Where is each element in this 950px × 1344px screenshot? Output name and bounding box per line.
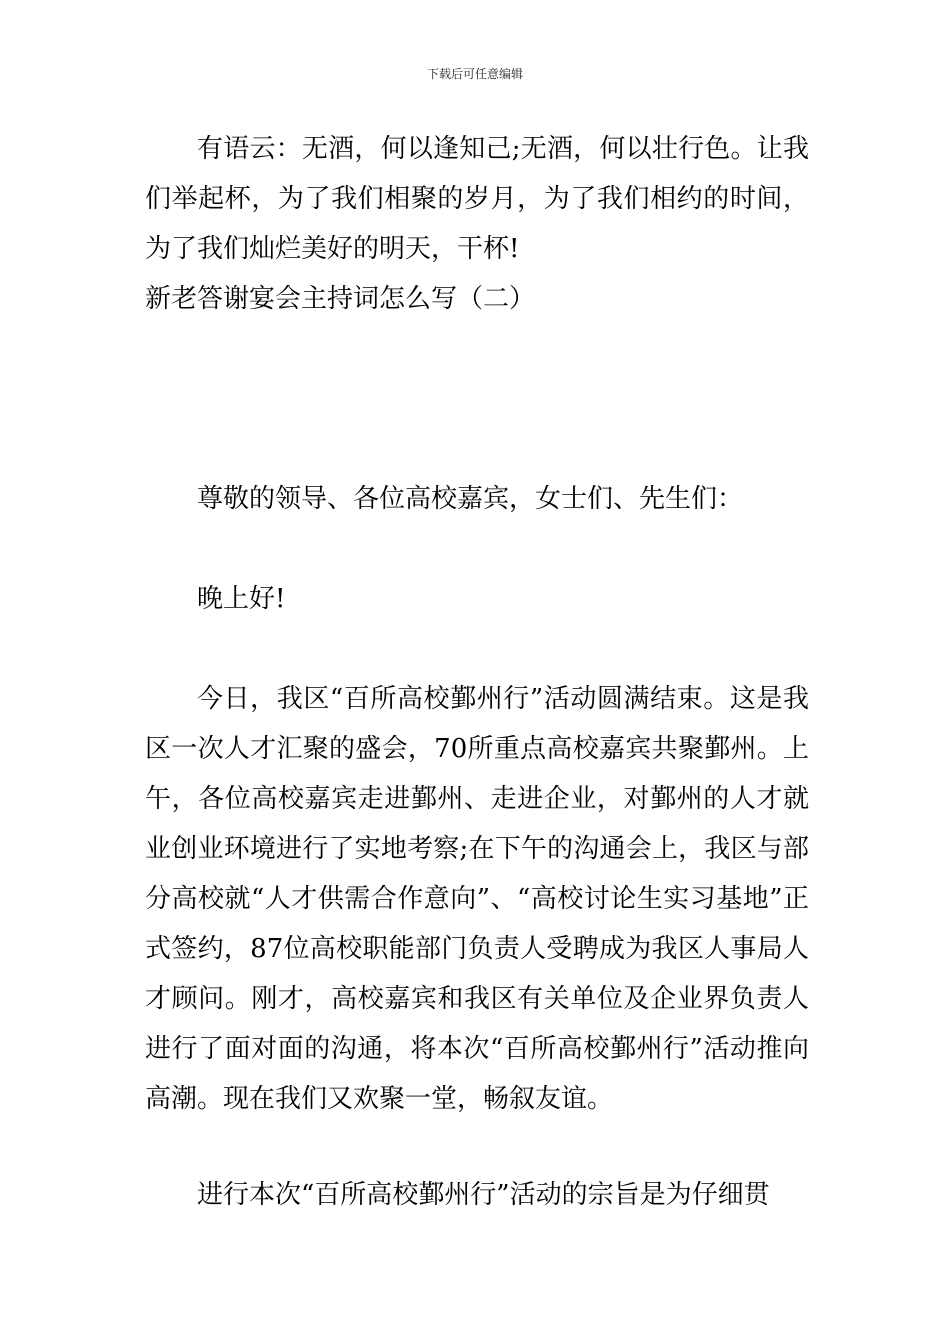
paragraph-greeting: 晚上好! xyxy=(197,584,286,614)
paragraph-event-summary: 今日，我区“百所高校鄞州行”活动圆满结束。这是我区一次人才汇聚的盛会，70所重点高校嘉宾共聚鄞州。上午，各位高校嘉宾走进鄞州、走进企业，对鄞州的人才就业创业环境进行了实地考察;在下午的沟通会上，我区与部分高校就“人才供需合作意向”、“高校讨论生实习基地”正式签约，87位高校职能部门负责人受聘成为我区人事局人才顾问。刚才，高校嘉宾和我区有关单位及企业界负责人进行了面对面的沟通，将本次“百所高校鄞州行”活动推向高潮。现在我们又欢聚一堂，畅叙友谊。 xyxy=(145,684,809,1114)
page-header: 下载后可任意编辑 xyxy=(426,67,523,81)
paragraph-purpose: 进行本次“百所高校鄞州行”活动的宗旨是为仔细贯 xyxy=(197,1180,770,1210)
section-title: 新老答谢宴会主持词怎么写（二） xyxy=(145,284,536,314)
paragraph-salutation: 尊敬的领导、各位高校嘉宾，女士们、先生们： xyxy=(197,484,744,514)
paragraph-toast: 有语云：无酒，何以逢知己;无酒，何以壮行色。让我们举起杯，为了我们相聚的岁月，为了我们相约的时间，为了我们灿烂美好的明天，干杯! xyxy=(145,134,809,264)
